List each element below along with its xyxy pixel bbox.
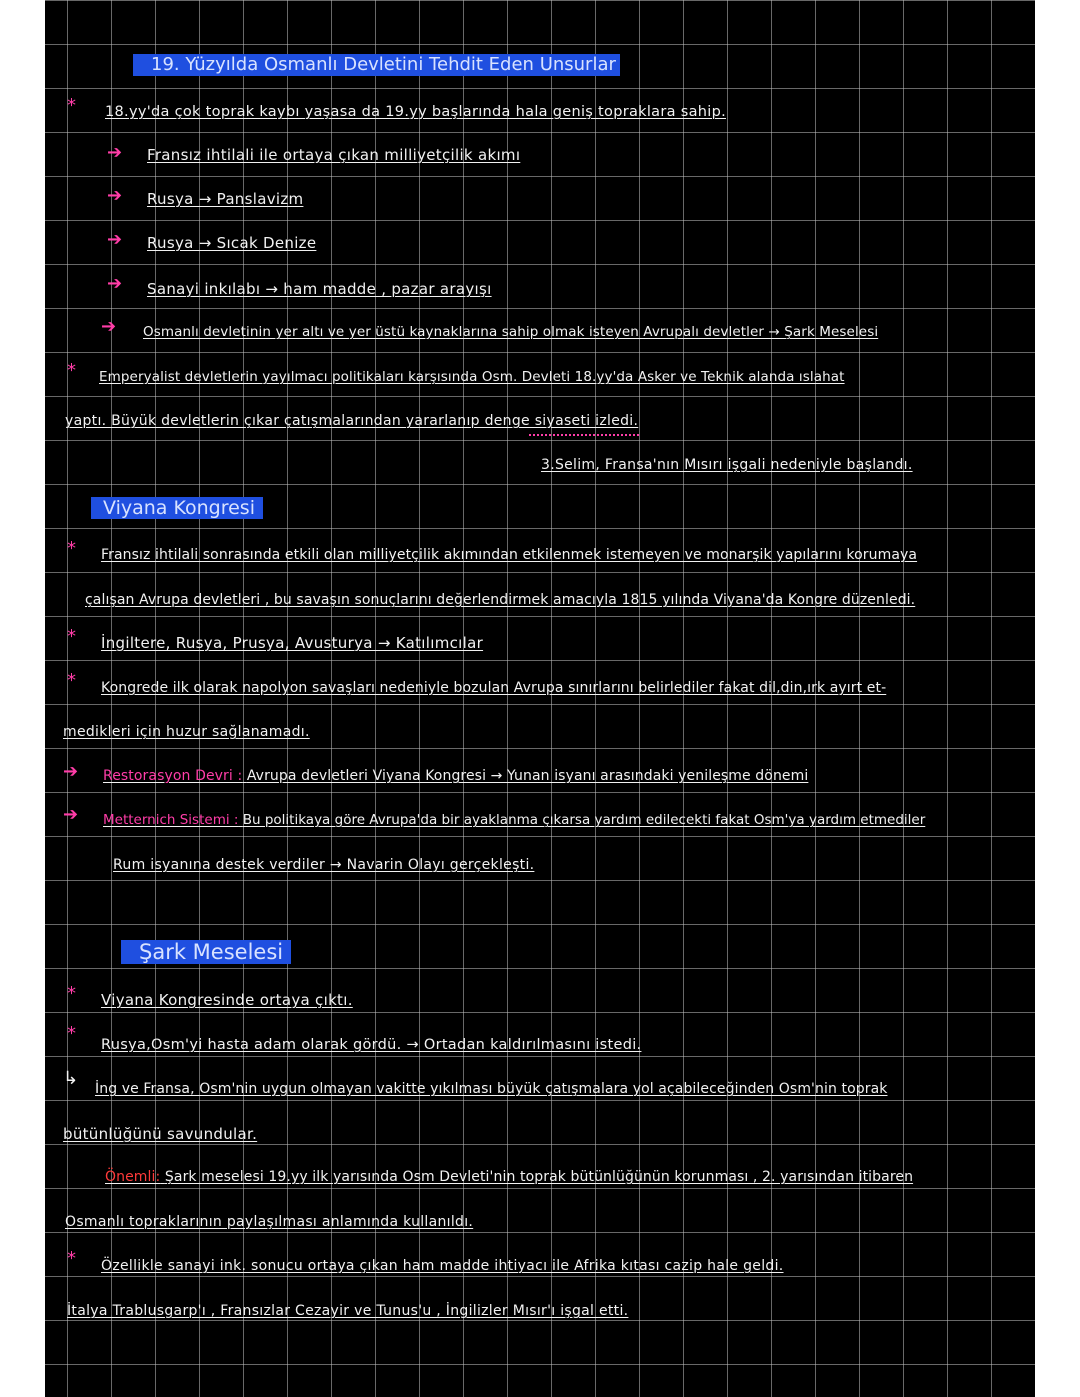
line-butunluk: bütünlüğünü savundular. bbox=[63, 1125, 258, 1143]
line-isgaller: İtalya Trablusgarp'ı , Fransızlar Cezayir ve Tunus'u , İngilizler Mısır'ı işgal etti. bbox=[67, 1303, 629, 1319]
line-metternich bbox=[103, 811, 925, 829]
line-restorasyon bbox=[103, 767, 808, 785]
notebook-page bbox=[45, 0, 1035, 1397]
line-huzur: medikleri için huzur sağlanamadı. bbox=[63, 724, 310, 740]
line-fransiz-ihtilali: Fransız ihtilali sonrasında etkili olan milliyetçilik akımından etkilenmek istemeyen ve monarşik yapılarını korumaya bbox=[101, 547, 918, 563]
text-onemli: Şark meselesi 19.yy ilk yarısında Osm Devleti'nin toprak bütünlüğünün korunması , 2. yarısından itibaren bbox=[164, 1169, 914, 1185]
line-katilimcilar: İngiltere, Rusya, Prusya, Avusturya → Katılımcılar bbox=[101, 634, 484, 652]
heading-tehdit-unsurlari: 19. Yüzyılda Osmanlı Devletini Tehdit Eden Unsurlar bbox=[133, 54, 620, 76]
line-onemli bbox=[105, 1168, 913, 1186]
line-sark-meselesi-sebep: Osmanlı devletinin yer altı ve yer üstü kaynaklarına sahip olmak isteyen Avrupalı devletler → Şark Meselesi bbox=[143, 324, 879, 340]
arrow-icon: ➔ bbox=[107, 185, 123, 206]
arrow-icon: ➔ bbox=[107, 142, 123, 163]
line-hasta-adam: Rusya,Osm'yi hasta adam olarak gördü. → Ortadan kaldırılmasını istedi. bbox=[101, 1037, 642, 1053]
star-bullet: * bbox=[67, 626, 76, 647]
line-toprak-kaybi: 18.yy'da çok toprak kaybı yaşasa da 19.yy başlarında hala geniş topraklara sahip. bbox=[105, 104, 726, 120]
star-bullet: * bbox=[67, 670, 76, 691]
line-sicak-denize: Rusya → Sıcak Denize bbox=[147, 234, 317, 252]
label-restorasyon-devri: Restorasyon Devri : bbox=[103, 768, 243, 784]
star-bullet: * bbox=[67, 1248, 76, 1269]
line-navarin: Rum isyanına destek verdiler → Navarin Olayı gerçekleşti. bbox=[113, 857, 535, 873]
line-selim-note: 3.Selim, Fransa'nın Mısırı işgali nedeniyle başlandı. bbox=[541, 457, 913, 473]
star-bullet: * bbox=[67, 1023, 76, 1044]
star-bullet: * bbox=[67, 538, 76, 559]
heading-sark-meselesi: Şark Meselesi bbox=[121, 940, 291, 964]
line-paylasilmasi: Osmanlı topraklarının paylaşılması anlamında kullanıldı. bbox=[65, 1214, 474, 1230]
star-bullet: * bbox=[67, 95, 76, 116]
line-ing-fransa: İng ve Fransa, Osm'nin uygun olmayan vakitte yıkılması büyük çatışmalara yol açabileceğinden Osm'nin toprak bbox=[95, 1081, 888, 1097]
line-sinirlar: Kongrede ilk olarak napolyon savaşları nedeniyle bozulan Avrupa sınırlarını belirlediler fakat dil,din,ırk ayırt et- bbox=[101, 680, 887, 696]
line-viyana-ortaya-cikti: Viyana Kongresinde ortaya çıktı. bbox=[101, 991, 353, 1009]
arrow-icon: ➔ bbox=[63, 804, 79, 825]
arrow-icon: ➔ bbox=[107, 273, 123, 294]
line-milliyetcilik: Fransız ihtilali ile ortaya çıkan milliyetçilik akımı bbox=[147, 146, 521, 164]
arrow-icon: ➔ bbox=[101, 316, 117, 337]
star-bullet: * bbox=[67, 983, 76, 1004]
text-metternich: Bu politikaya göre Avrupa'da bir ayaklanma çıkarsa yardım edilecekti fakat Osm'ya yardım etmediler bbox=[242, 812, 926, 828]
squiggle-underline bbox=[529, 430, 639, 436]
line-kongre-duzenledi: çalışan Avrupa devletleri , bu savaşın sonuçlarını değerlendirmek amacıyla 1815 yılında Viyana'da Kongre düzenledi. bbox=[85, 592, 916, 608]
line-panslavizm: Rusya → Panslavizm bbox=[147, 190, 304, 208]
text-restorasyon: Avrupa devletleri Viyana Kongresi → Yunan isyanı arasındaki yenileşme dönemi bbox=[246, 768, 809, 784]
arrow-icon: ➔ bbox=[63, 761, 79, 782]
hook-arrow-icon: ↳ bbox=[63, 1068, 79, 1089]
arrow-icon: ➔ bbox=[107, 229, 123, 250]
line-denge-siyaseti: yaptı. Büyük devletlerin çıkar çatışmalarından yararlanıp denge siyaseti izledi. bbox=[65, 413, 639, 429]
line-afrika: Özellikle sanayi ink. sonucu ortaya çıkan ham madde ihtiyacı ile Afrika kıtası cazip hale geldi. bbox=[101, 1258, 784, 1274]
line-sanayi-inkilabi: Sanayi inkılabı → ham madde , pazar arayışı bbox=[147, 280, 492, 298]
line-emperyalist: Emperyalist devletlerin yayılmacı politikaları karşısında Osm. Devleti 18.yy'da Asker ve Teknik alanda ıslahat bbox=[99, 369, 845, 385]
label-onemli: Önemli: bbox=[105, 1169, 161, 1185]
star-bullet: * bbox=[67, 360, 76, 381]
label-metternich-sistemi: Metternich Sistemi : bbox=[103, 812, 239, 828]
heading-viyana-kongresi: Viyana Kongresi bbox=[91, 497, 263, 519]
